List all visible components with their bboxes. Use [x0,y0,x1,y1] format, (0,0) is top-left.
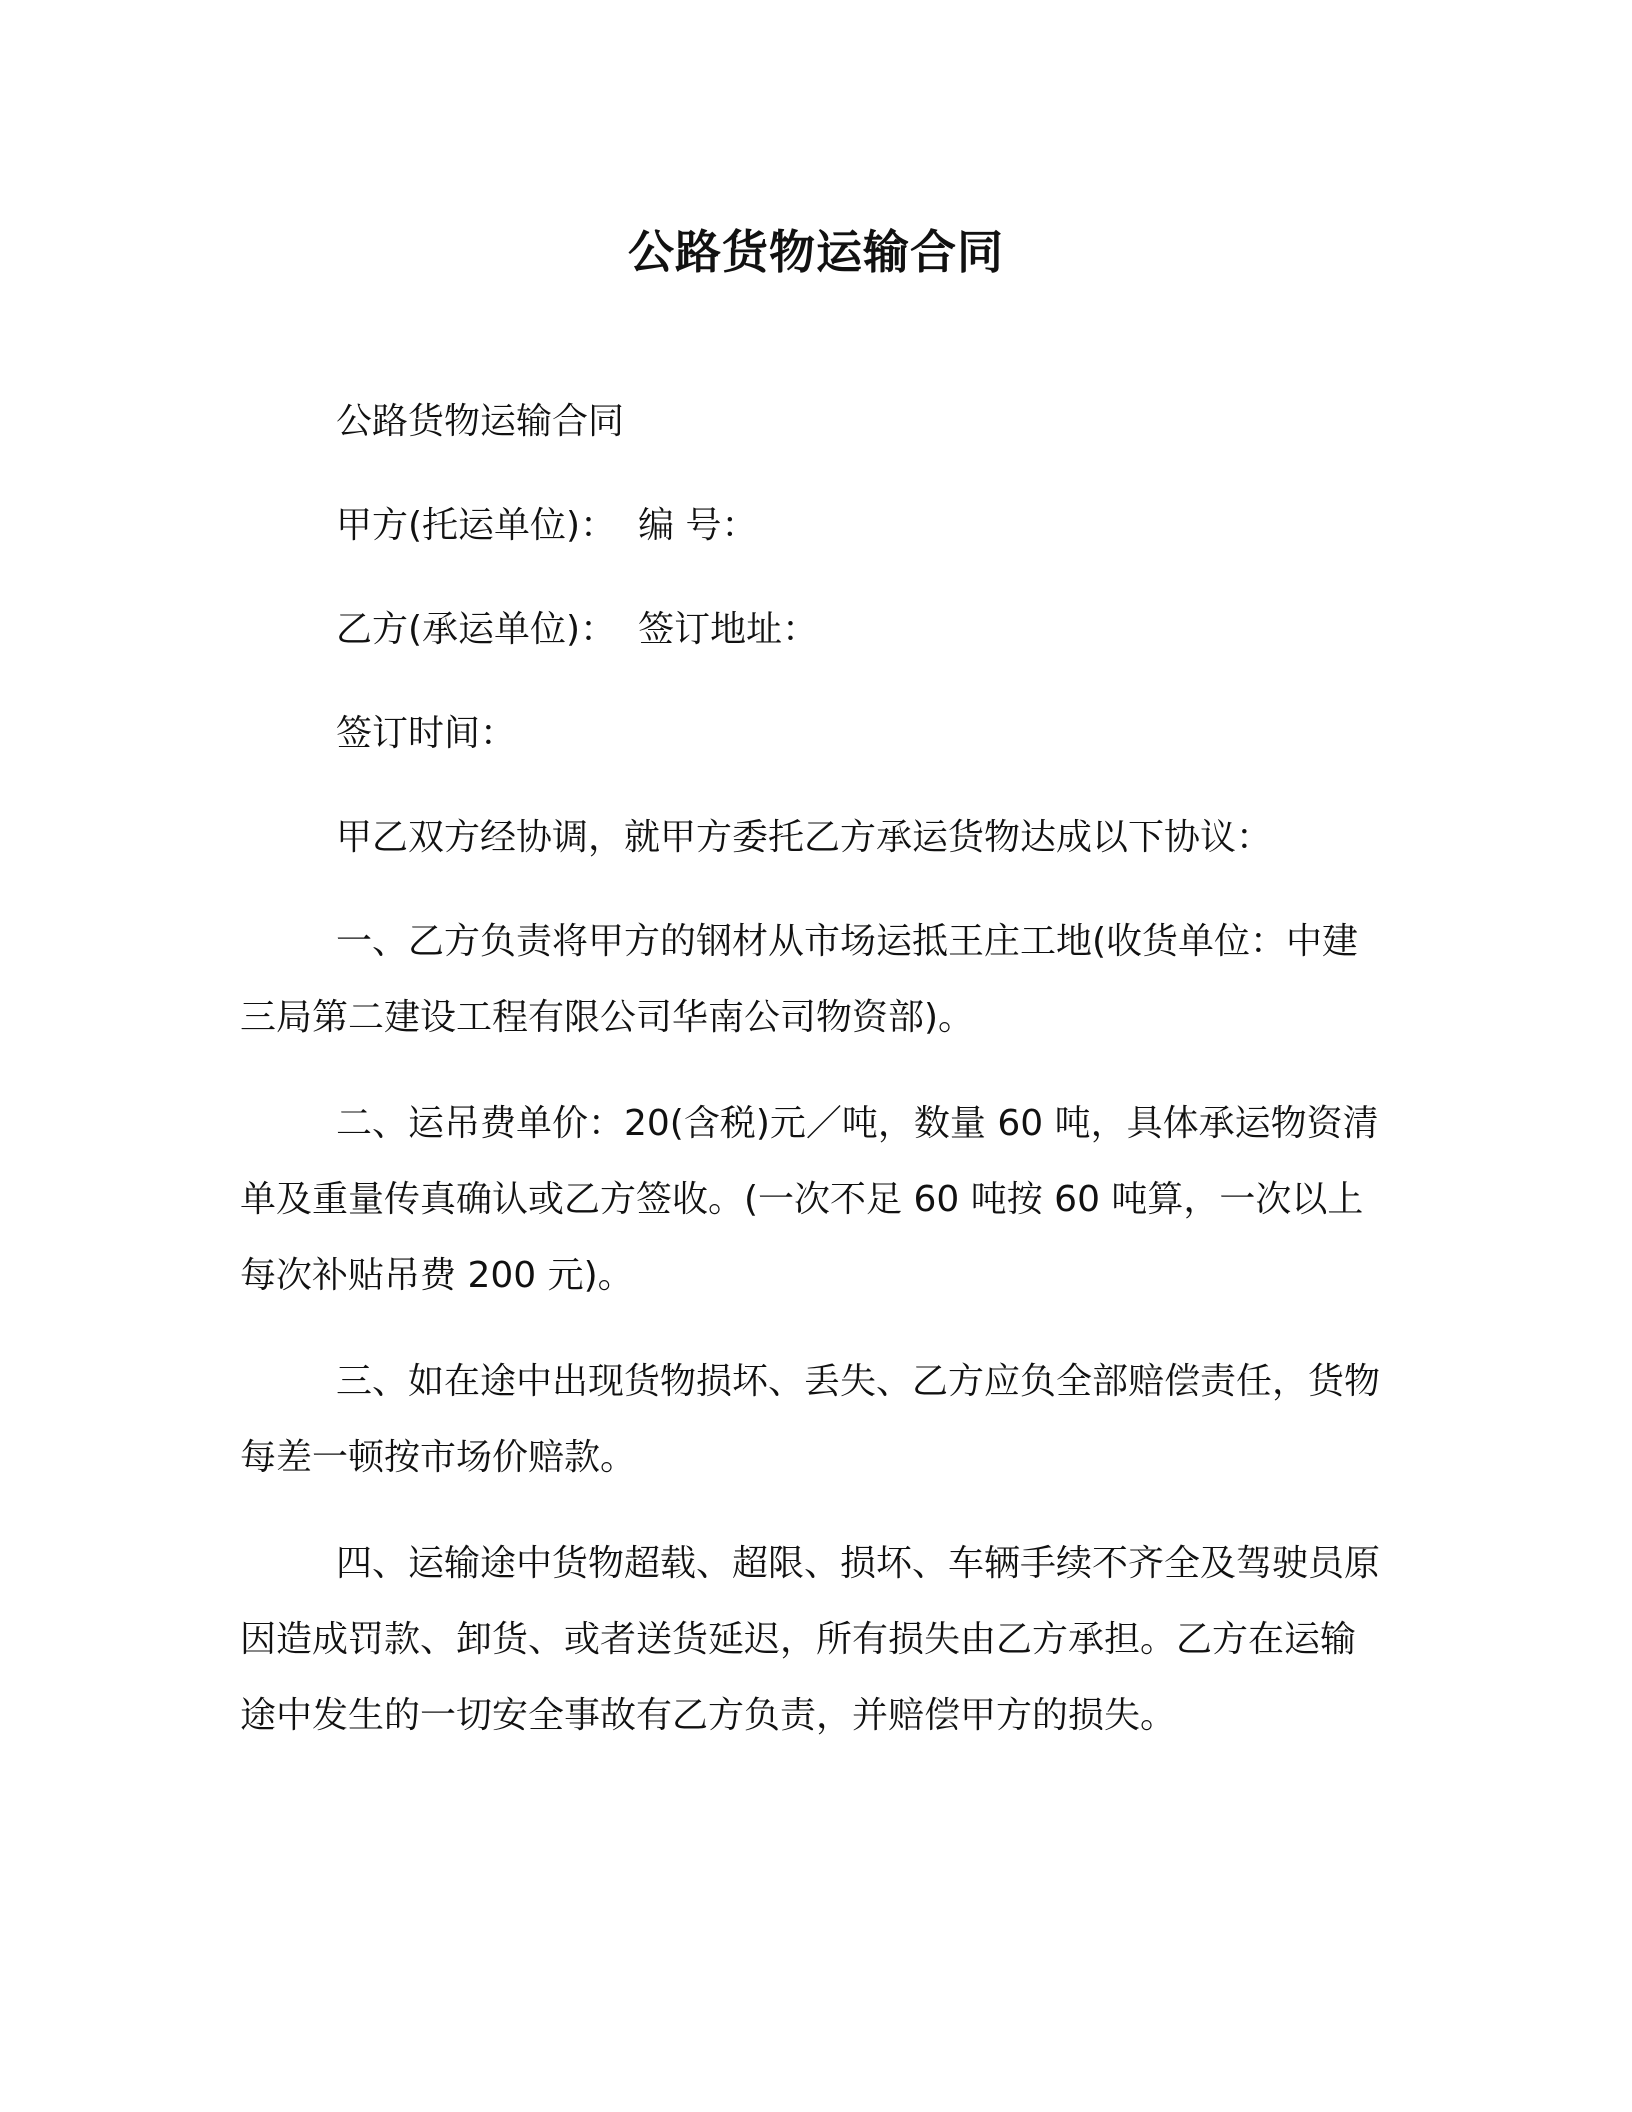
party-b-line [336,592,818,668]
document-title: 公路货物运输合同 [628,225,1004,279]
party-a-label: 甲方(托运单位)： [336,505,617,546]
clause-1: 一、乙方负责将甲方的钢材从市场运抵王庄工地(收货单位：中建三局第二建设工程有限公司华南公司物资部)。 [240,921,1359,1038]
contract-number-label: 编 号： [638,505,758,546]
party-b-label: 乙方(承运单位)： [336,609,617,650]
clause-2: 二、运吊费单价：20(含税)元／吨，数量 60 吨，具体承运物资清单及重量传真确认或乙方签收。(一次不足 60 吨按 60 吨算，一次以上每次补贴吊费 200 元)。 [240,1103,1379,1296]
clause-4: 四、运输途中货物超载、超限、损坏、车辆手续不齐全及驾驶员原因造成罚款、卸货、或者送货延迟，所有损失由乙方承担。乙方在运输途中发生的一切安全事故有乙方负责，并赔偿甲方的损失。 [240,1543,1381,1736]
intro-paragraph: 甲乙双方经协调，就甲方委托乙方承运货物达成以下协议： [336,817,1273,858]
clause-3: 三、如在途中出现货物损坏、丢失、乙方应负全部赔偿责任，货物每差一顿按市场价赔款。 [240,1361,1381,1478]
sign-time-label: 签订时间： [336,713,517,754]
document-subtitle: 公路货物运输合同 [336,401,625,442]
sign-address-label: 签订地址： [638,609,819,650]
party-a-line [336,488,758,564]
